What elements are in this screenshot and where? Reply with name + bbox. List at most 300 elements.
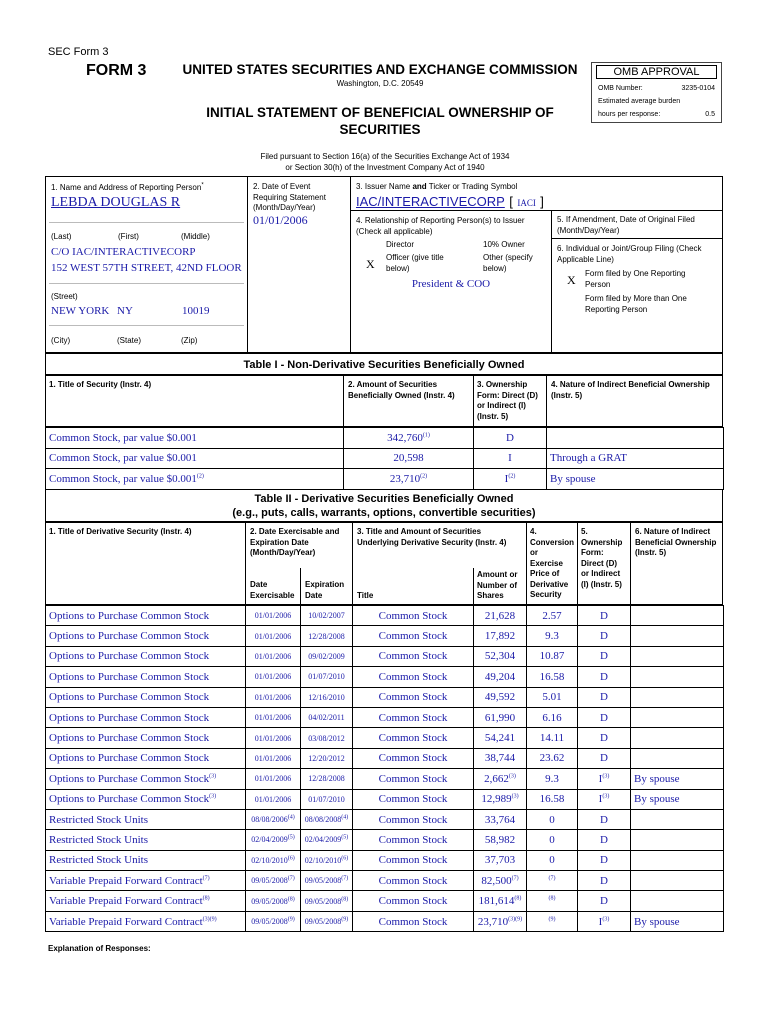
underlying-title: Common Stock <box>353 667 474 687</box>
shares-amount: 61,990 <box>484 711 516 724</box>
date-exercisable: 01/01/2006 <box>254 753 292 763</box>
shares-amount: 23,710 <box>477 915 509 928</box>
table2-col3-title-header: Title <box>357 591 374 600</box>
cell-shares <box>474 891 527 911</box>
cell-shares <box>474 646 527 666</box>
issuer-label-pre: 3. Issuer Name <box>356 182 413 191</box>
shares-amount: 181,614 <box>478 895 515 908</box>
table2-col3-amount-header <box>477 570 517 602</box>
issuer-label-post: Ticker or Trading Symbol <box>426 182 518 191</box>
shares-amount-fn: (3) <box>508 773 516 780</box>
cell-exercisable <box>246 748 301 768</box>
cell-exercisable <box>246 850 301 870</box>
cell-exercisable <box>246 891 301 911</box>
table1-body <box>45 427 724 490</box>
cell-shares <box>474 606 527 626</box>
statement-title-line-1: INITIAL STATEMENT OF BENEFICIAL OWNERSHIP OF <box>206 105 554 120</box>
statement-title-line-2: SECURITIES <box>339 122 421 137</box>
ownership-form: D <box>600 895 608 908</box>
derivative-title: Options to Purchase Common Stock <box>49 609 210 622</box>
reporting-person-name-link[interactable]: LEBDA DOUGLAS R <box>51 195 181 210</box>
ownership-form: D <box>600 711 608 724</box>
omb-number-label: OMB Number: <box>598 85 643 92</box>
table2-col5-header-3: Form: <box>581 548 604 557</box>
date-exercisable-fn: (8) <box>287 896 295 902</box>
cell-price <box>527 606 578 626</box>
table1-cell-title <box>46 428 344 449</box>
cell-title <box>46 830 246 850</box>
table2-col5-header-4: Direct (D) <box>581 558 618 568</box>
exercise-price: 16.58 <box>539 793 565 806</box>
cell-price <box>527 687 578 707</box>
cell-exercisable <box>246 911 301 931</box>
table1-cell-amount <box>344 428 474 449</box>
derivative-title: Restricted Stock Units <box>49 854 148 867</box>
cell-shares <box>474 850 527 870</box>
cell-expiration <box>301 871 353 891</box>
exercise-price: 0 <box>549 833 555 846</box>
exercise-price: 6.16 <box>542 711 562 724</box>
statement-title <box>180 104 580 138</box>
underlying-title: Common Stock <box>353 769 474 789</box>
zip-label: (Zip) <box>181 336 198 345</box>
cell-shares <box>474 769 527 789</box>
derivative-title: Options to Purchase Common Stock <box>49 711 210 724</box>
derivative-title: Options to Purchase Common Stock <box>49 630 210 643</box>
cell-shares <box>474 667 527 687</box>
cell-ownership-form <box>578 667 631 687</box>
expiration-date: 12/20/2012 <box>308 753 345 763</box>
cell-title <box>46 891 246 911</box>
exercise-price: 14.11 <box>539 732 565 745</box>
table1-cell-amount <box>344 469 474 490</box>
derivative-title: Variable Prepaid Forward Contract <box>49 895 203 908</box>
cell-price <box>527 667 578 687</box>
underlying-title: Common Stock <box>353 891 474 911</box>
cell-shares <box>474 789 527 809</box>
sec-form-label: SEC Form 3 <box>48 46 109 58</box>
cell-ownership-form <box>578 871 631 891</box>
expiration-date-fn: (4) <box>341 814 349 821</box>
street-label: (Street) <box>51 292 78 301</box>
more-persons-label-2: Reporting Person <box>585 304 648 314</box>
derivative-title: Options to Purchase Common Stock <box>49 691 210 704</box>
cell-shares <box>474 728 527 748</box>
one-person-label-1: Form filed by One Reporting <box>585 269 686 278</box>
omb-hours-label: hours per response: <box>598 111 661 118</box>
table1-row3-title: Common Stock, par value $0.001 <box>49 472 197 485</box>
table1-col3-header-2: Form: Direct (D) <box>477 390 538 400</box>
expiration-date: 09/02/2009 <box>308 651 345 661</box>
table2-col2-header-3: (Month/Day/Year) <box>250 548 316 557</box>
table1-col3-header-4: (Instr. 5) <box>477 411 509 421</box>
ownership-form: D <box>600 650 608 663</box>
nature-of-ownership <box>631 809 724 829</box>
table1-col2-header <box>348 380 455 401</box>
state-label: (State) <box>117 336 142 345</box>
cell-shares <box>474 911 527 931</box>
nature-of-ownership: By spouse <box>631 769 724 789</box>
nature-of-ownership: By spouse <box>631 789 724 809</box>
cell-price <box>527 769 578 789</box>
cell-title <box>46 809 246 829</box>
nature-of-ownership <box>631 606 724 626</box>
nature-of-ownership <box>631 646 724 666</box>
underlying-title: Common Stock <box>353 911 474 931</box>
table1-col4-header-2: (Instr. 5) <box>551 390 583 400</box>
exercise-price: 0 <box>549 813 555 826</box>
cell-expiration <box>301 687 353 707</box>
date-exercisable: 01/01/2006 <box>254 692 292 702</box>
table2-col4-header-4: Exercise <box>530 558 563 568</box>
underlying-title: Common Stock <box>353 830 474 850</box>
first-label: (First) <box>118 232 139 241</box>
issuer-bracket-open: [ <box>509 194 513 209</box>
shares-amount: 58,982 <box>484 833 516 846</box>
filing-label-2: Applicable Line) <box>557 254 614 264</box>
table1-col3-header-3: or Indirect (I) <box>477 401 526 410</box>
filed-pursuant-line-2: or Section 30(h) of the Investment Company Act of 1940 <box>285 162 485 172</box>
cell-ownership-form <box>578 687 631 707</box>
exercise-price: 5.01 <box>542 691 562 704</box>
one-person-label <box>585 269 686 290</box>
event-date-value: 01/01/2006 <box>253 213 308 227</box>
exercise-price: 10.87 <box>539 650 565 663</box>
middle-label: (Middle) <box>181 232 210 241</box>
other-label-1: Other (specify <box>483 253 533 262</box>
table2-col2b-header-1: Expiration <box>305 580 345 589</box>
issuer-label-and: and <box>412 182 427 191</box>
ten-pct-owner-label: 10% Owner <box>483 240 525 249</box>
table-row <box>46 748 724 768</box>
filing-label <box>557 244 702 265</box>
table-row <box>46 871 724 891</box>
cell-shares <box>474 830 527 850</box>
shares-amount: 17,892 <box>484 630 516 643</box>
table-row <box>46 667 724 687</box>
derivative-title-fn: (8) <box>202 895 210 902</box>
table1-cell-title <box>46 469 344 490</box>
table2-title-2: (e.g., puts, calls, warrants, options, convertible securities) <box>232 506 536 519</box>
table1-title: Table I - Non-Derivative Securities Beneficially Owned <box>45 353 723 375</box>
cell-price <box>527 911 578 931</box>
table-row <box>46 911 724 931</box>
issuer-bracket-close: ] <box>540 194 544 209</box>
ownership-form: D <box>600 752 608 765</box>
date-exercisable-fn: (5) <box>287 834 295 841</box>
ownership-form: D <box>600 670 608 683</box>
underlying-title: Common Stock <box>353 626 474 646</box>
table-row <box>46 728 724 748</box>
date-exercisable-fn: (6) <box>287 855 295 862</box>
expiration-date: 09/05/2008 <box>304 896 342 906</box>
cell-ownership-form <box>578 606 631 626</box>
expiration-date: 10/02/2007 <box>308 611 345 621</box>
date-exercisable: 01/01/2006 <box>254 631 292 641</box>
cell-expiration <box>301 850 353 870</box>
ownership-form: D <box>600 630 608 643</box>
issuer-name-row <box>356 193 544 211</box>
officer-label <box>386 253 444 274</box>
exercise-price: 16.58 <box>539 670 565 683</box>
nature-of-ownership <box>631 687 724 707</box>
shares-amount: 49,204 <box>484 670 516 683</box>
shares-amount: 2,662 <box>484 772 509 785</box>
cell-price <box>527 850 578 870</box>
underlying-title: Common Stock <box>353 606 474 626</box>
explanation-label: Explanation of Responses: <box>48 944 151 953</box>
cell-title <box>46 871 246 891</box>
table1-row3-amount-fn: (2) <box>420 473 428 480</box>
table1-row1-amount: 342,760 <box>387 431 423 444</box>
table2-col5-header-2: Ownership <box>581 537 623 547</box>
underlying-title: Common Stock <box>353 871 474 891</box>
cell-price <box>527 891 578 911</box>
table2-col4-header-2: Conversion <box>530 537 575 547</box>
table2-col2a-header-2: Exercisable <box>250 590 295 600</box>
derivative-title-fn: (3)(9) <box>202 915 217 922</box>
table-row <box>46 789 724 809</box>
expiration-date: 01/07/2010 <box>308 794 345 804</box>
expiration-date: 08/08/2008 <box>304 815 342 825</box>
cell-title <box>46 687 246 707</box>
expiration-date-fn: (8) <box>341 896 349 902</box>
cell-exercisable <box>246 687 301 707</box>
event-date-label-2: Requiring Statement <box>253 192 326 202</box>
officer-checkbox[interactable]: X <box>366 257 375 271</box>
derivative-title: Options to Purchase Common Stock <box>49 732 210 745</box>
shares-amount: 37,703 <box>484 854 516 867</box>
ownership-form: I <box>598 793 603 806</box>
officer-title-value: President & COO <box>411 278 491 290</box>
table2-body <box>45 605 724 932</box>
underlying-title: Common Stock <box>353 850 474 870</box>
date-exercisable: 01/01/2006 <box>254 713 292 723</box>
table2-col6-header-3: (Instr. 5) <box>635 548 667 557</box>
derivative-title: Options to Purchase Common Stock <box>49 650 210 663</box>
table2-col3-amount-header-2: Number of <box>477 580 517 590</box>
table2-col6-header <box>635 527 716 559</box>
cell-title <box>46 769 246 789</box>
date-exercisable: 01/01/2006 <box>254 651 292 661</box>
nature-of-ownership <box>631 891 724 911</box>
table-row <box>46 448 724 469</box>
table1-col4-header-1: 4. Nature of Indirect Beneficial Ownership <box>551 380 710 389</box>
cell-price <box>527 646 578 666</box>
date-exercisable: 02/04/2009 <box>251 835 288 845</box>
derivative-title: Restricted Stock Units <box>49 833 148 846</box>
derivative-title-fn: (7) <box>202 875 210 882</box>
table2-col2-header-2: Expiration Date <box>250 537 309 547</box>
exercise-price: 0 <box>549 854 555 867</box>
event-date-label-3: (Month/Day/Year) <box>253 203 316 212</box>
ownership-form-fn: (3) <box>602 793 610 800</box>
shares-amount: 38,744 <box>484 752 516 765</box>
cell-price <box>527 830 578 850</box>
cell-price <box>527 728 578 748</box>
table2-col6-header-2: Beneficial Ownership <box>635 537 717 547</box>
table2-col2-header <box>250 527 339 559</box>
cell-title <box>46 667 246 687</box>
table-row <box>46 469 724 490</box>
expiration-date-fn: (9) <box>341 916 349 923</box>
table1-cell-form <box>474 469 547 490</box>
table1-row1-nature <box>547 428 724 449</box>
cell-ownership-form <box>578 789 631 809</box>
cell-ownership-form <box>578 769 631 789</box>
cell-expiration <box>301 911 353 931</box>
filed-pursuant-line-1: Filed pursuant to Section 16(a) of the Securities Exchange Act of 1934 <box>260 152 510 161</box>
relationship-label-2: (Check all applicable) <box>356 226 433 236</box>
zip-value: 10019 <box>182 305 210 317</box>
table2-col3-header-1: 3. Title and Amount of Securities <box>357 527 482 536</box>
nature-of-ownership <box>631 850 724 870</box>
ownership-form: D <box>600 609 608 622</box>
more-persons-label <box>585 294 687 315</box>
one-person-label-2: Person <box>585 279 611 289</box>
shares-amount-fn: (3)(9) <box>508 915 523 922</box>
amendment-label <box>557 215 695 236</box>
table-row <box>46 626 724 646</box>
date-exercisable: 08/08/2006 <box>251 815 288 825</box>
reporting-person-label <box>51 183 204 194</box>
relationship-label <box>356 216 525 237</box>
cell-ownership-form <box>578 809 631 829</box>
table2-col3-amount-header-1: Amount or <box>477 570 518 579</box>
table2-col4-header-1: 4. <box>530 527 537 536</box>
omb-hours-value: 0.5 <box>705 111 715 118</box>
nature-of-ownership <box>631 871 724 891</box>
cell-price <box>527 871 578 891</box>
table1-row3-form: I <box>504 472 509 485</box>
expiration-date: 12/16/2010 <box>308 692 345 702</box>
cell-ownership-form <box>578 911 631 931</box>
table1-cell-title <box>46 448 344 469</box>
shares-amount-fn: (7) <box>511 875 519 882</box>
exercise-price: 9.3 <box>545 630 559 643</box>
ownership-form: D <box>600 833 608 846</box>
table2-col4-header-6: Derivative <box>530 579 569 589</box>
issuer-ticker-link[interactable]: IACI <box>517 198 536 208</box>
exercise-price-fn: (7) <box>548 875 556 882</box>
cell-expiration <box>301 707 353 727</box>
cell-price <box>527 789 578 809</box>
table-row <box>46 646 724 666</box>
table1-cell-form <box>474 428 547 449</box>
cell-exercisable <box>246 728 301 748</box>
amendment-label-1: 5. If Amendment, Date of Original Filed <box>557 215 695 224</box>
table1-row1-form: D <box>506 431 514 444</box>
commission-title: UNITED STATES SECURITIES AND EXCHANGE COMMISSION <box>182 62 578 77</box>
underlying-title: Common Stock <box>353 789 474 809</box>
table2-col2a-header-1: Date <box>250 580 268 589</box>
table-row <box>46 809 724 829</box>
officer-label-2: below) <box>386 263 410 273</box>
cell-price <box>527 809 578 829</box>
date-exercisable: 01/01/2006 <box>254 611 292 621</box>
ownership-form: I <box>598 915 603 928</box>
cell-title <box>46 748 246 768</box>
underlying-title: Common Stock <box>353 728 474 748</box>
cell-shares <box>474 626 527 646</box>
cell-exercisable <box>246 707 301 727</box>
table2-col5-header <box>581 527 622 590</box>
table2-col2b-header <box>305 580 344 601</box>
cell-ownership-form <box>578 728 631 748</box>
table1-col1-header: 1. Title of Security (Instr. 4) <box>49 380 152 389</box>
ownership-form: D <box>600 874 608 887</box>
table1-row1-amount-fn: (1) <box>422 432 430 439</box>
table2-col5-header-6: (I) (Instr. 5) <box>581 579 622 589</box>
cell-price <box>527 626 578 646</box>
table2-col2a-header <box>250 580 294 601</box>
director-label: Director <box>386 240 415 249</box>
commission-location: Washington, D.C. 20549 <box>336 79 424 88</box>
expiration-date: 03/08/2012 <box>308 733 345 743</box>
state-value: NY <box>117 305 133 317</box>
expiration-date-fn: (7) <box>341 875 349 882</box>
table2-col4-header-7: Security <box>530 590 562 599</box>
shares-amount-fn: (3) <box>511 793 519 800</box>
issuer-label <box>356 182 517 193</box>
cell-ownership-form <box>578 748 631 768</box>
table-row <box>46 428 724 449</box>
cell-expiration <box>301 891 353 911</box>
table1-row3-amount: 23,710 <box>389 472 421 485</box>
omb-approval-title: OMB APPROVAL <box>596 65 717 79</box>
table1-col2-header-2: Beneficially Owned (Instr. 4) <box>348 390 455 400</box>
table2-col4-header-3: or <box>530 548 538 557</box>
cell-title <box>46 646 246 666</box>
nature-of-ownership: By spouse <box>631 911 724 931</box>
expiration-date-fn: (5) <box>341 834 349 841</box>
cell-ownership-form <box>578 830 631 850</box>
event-date-label <box>253 182 326 214</box>
event-date-label-1: 2. Date of Event <box>253 182 311 191</box>
issuer-name-link[interactable]: IAC/INTERACTIVECORP <box>356 194 505 209</box>
exercise-price-fn: (9) <box>548 915 556 922</box>
date-exercisable: 01/01/2006 <box>254 672 292 682</box>
cell-ownership-form <box>578 891 631 911</box>
cell-exercisable <box>246 606 301 626</box>
table2-title-1: Table II - Derivative Securities Beneficially Owned <box>254 493 514 505</box>
shares-amount: 52,304 <box>484 650 516 663</box>
underlying-title: Common Stock <box>353 809 474 829</box>
last-label: (Last) <box>51 232 72 241</box>
table1-row1-title: Common Stock, par value $0.001 <box>49 431 197 444</box>
table2-col5-header-5: or Indirect <box>581 569 621 578</box>
cell-shares <box>474 871 527 891</box>
one-person-checkbox[interactable]: X <box>567 273 576 287</box>
cell-title <box>46 728 246 748</box>
nature-of-ownership <box>631 707 724 727</box>
ownership-form: I <box>598 772 603 785</box>
date-exercisable-fn: (4) <box>287 814 295 821</box>
cell-shares <box>474 809 527 829</box>
cell-title <box>46 911 246 931</box>
cell-exercisable <box>246 646 301 666</box>
table2-col3-amount-header-3: Shares <box>477 591 504 600</box>
cell-exercisable <box>246 871 301 891</box>
date-exercisable-fn: (9) <box>287 916 295 923</box>
derivative-title: Variable Prepaid Forward Contract <box>49 874 203 887</box>
derivative-title-fn: (3) <box>209 793 217 800</box>
exercise-price: 2.57 <box>542 609 562 622</box>
derivative-title: Variable Prepaid Forward Contract <box>49 915 203 928</box>
table-row <box>46 850 724 870</box>
table1-col3-header-1: 3. Ownership <box>477 380 528 389</box>
cell-title <box>46 606 246 626</box>
